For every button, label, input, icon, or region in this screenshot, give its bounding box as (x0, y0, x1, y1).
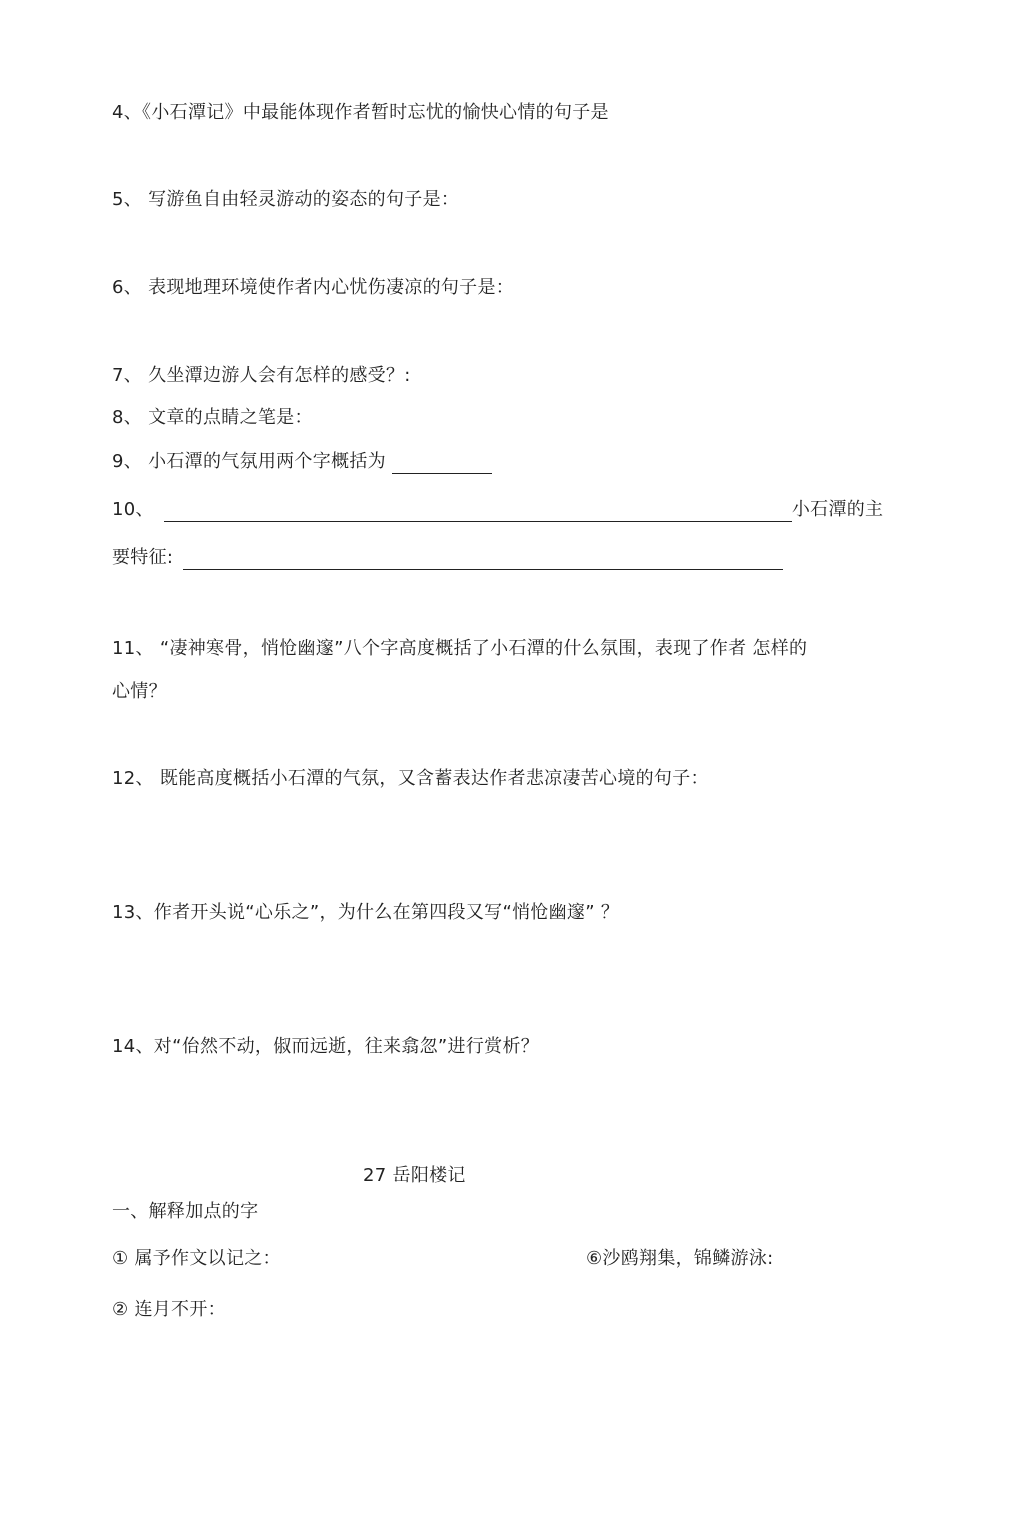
question-9-text: 9、 小石潭的气氛用两个字概括为 (112, 451, 386, 472)
question-10-line2 (112, 546, 783, 570)
question-11-line1: 11、 “凄神寒骨，悄怆幽邃”八个字高度概括了小石潭的什么氛围，表现了作者 怎样的 (112, 638, 808, 659)
question-8: 8、 文章的点睛之笔是： (112, 407, 313, 428)
question-12: 12、 既能高度概括小石潭的气氛，又含蓄表达作者悲凉凄苦心境的句子： (112, 768, 709, 789)
answer-blank-10b (183, 549, 783, 570)
answer-blank-10a (164, 501, 792, 522)
part-heading: 一、解释加点的字 (112, 1201, 259, 1222)
question-10-line2-text: 要特征: (112, 547, 174, 568)
question-6: 6、 表现地理环境使作者内心忧伤凄凉的句子是： (112, 277, 515, 298)
question-11-line2: 心情？ (112, 681, 167, 702)
item-2: ② 连月不开： (112, 1299, 226, 1320)
question-10-suffix: 小石潭的主 (791, 499, 884, 520)
item-1: ① 属予作文以记之： (112, 1248, 281, 1269)
item-6: ⑥沙鸥翔集，锦鳞游泳: (586, 1248, 774, 1269)
question-13: 13、作者开头说“心乐之”，为什么在第四段又写“悄怆幽邃” ？ (112, 902, 620, 923)
question-4: 4、《小石潭记》中最能体现作者暂时忘忧的愉快心情的句子是 (112, 102, 609, 123)
question-14: 14、对“佁然不动，俶而远逝，往来翕忽”进行赏析？ (112, 1036, 540, 1057)
question-7: 7、 久坐潭边游人会有怎样的感受？: (112, 365, 411, 386)
question-5: 5、 写游鱼自由轻灵游动的姿态的句子是： (112, 189, 460, 210)
answer-blank-9 (392, 453, 492, 474)
section-title: 27 岳阳楼记 (363, 1165, 466, 1186)
question-10 (112, 498, 883, 522)
question-10-prefix: 10、 (112, 499, 154, 520)
question-9 (112, 450, 492, 474)
